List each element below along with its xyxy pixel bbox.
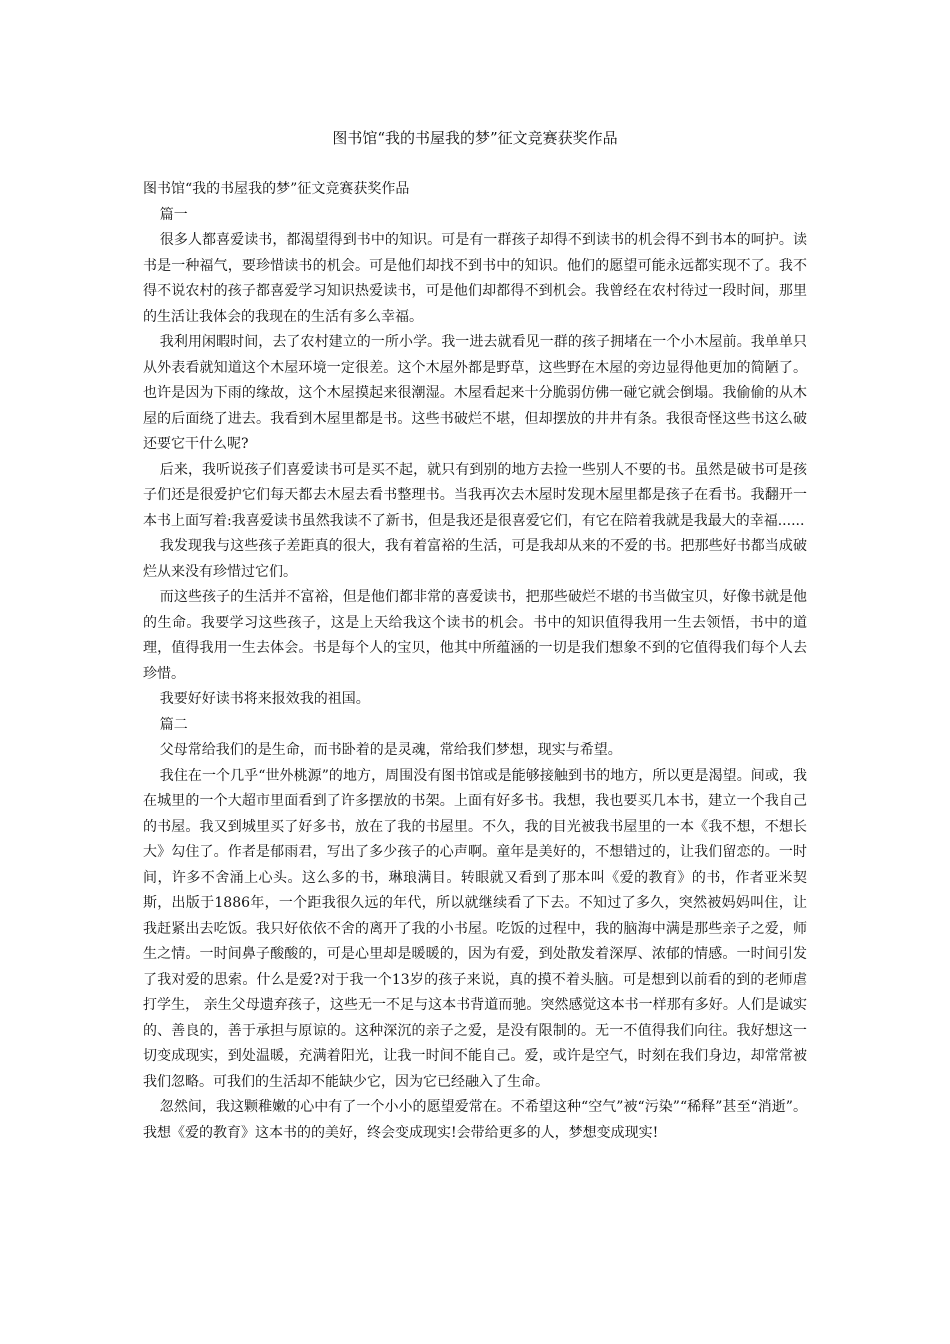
paragraph: 我利用闲暇时间，去了农村建立的一所小学。我一进去就看见一群的孩子拥堵在一个小木屋前。我单单只从外表看就知道这个木屋环境一定很差。这个木屋外都是野草，这些野在木屋的旁边显得他更加的简陋了。也许是因为下雨的缘故，这个木屋摸起来很潮湿。木屋看起来十分脆弱仿佛一碰它就会倒塌。我偷偷的从木屋的后面绕了进去。我看到木屋里都是书。这些书破烂不堪，但却摆放的井井有条。我很奇怪这些书这么破还要它干什么呢? — [143, 334, 807, 452]
section-label: 篇一 — [159, 206, 188, 223]
document-body — [143, 177, 807, 1146]
paragraph: 我要好好读书将来报效我的祖国。 — [159, 691, 370, 707]
paragraph: 很多人都喜爱读书，都渴望得到书中的知识。可是有一群孩子却得不到读书的机会得不到书本的呵护。读书是一种福气，要珍惜读书的机会。可是他们却找不到书中的知识。他们的愿望可能永远都实现不了。我不得不说农村的孩子都喜爱学习知识热爱读书，可是他们却都得不到机会。我曾经在农村待过一段时间，那里的生活让我体会的我现在的生活有多么幸福。 — [143, 232, 807, 325]
document-title: 图书馆“我的书屋我的梦”征文竞赛获奖作品 — [332, 129, 618, 147]
paragraph: 我发现我与这些孩子差距真的很大，我有着富裕的生活，可是我却从来的不爱的书。把那些好书都当成破烂从来没有珍惜过它们。 — [143, 538, 807, 580]
document-subtitle: 图书馆“我的书屋我的梦”征文竞赛获奖作品 — [143, 181, 410, 197]
paragraph: 而这些孩子的生活并不富裕，但是他们都非常的喜爱读书，把那些破烂不堪的书当做宝贝，好像书就是他的生命。我要学习这些孩子，这是上天给我这个读书的机会。书中的知识值得我用一生去领悟，书中的道理，值得我用一生去体会。书是每个人的宝贝，他其中所蕴涵的一切是我们想象不到的它值得我们每个人去珍惜。 — [143, 589, 807, 682]
paragraph: 我住在一个几乎“世外桃源”的地方，周围没有图书馆或是能够接触到书的地方，所以更是渴望。间或，我在城里的一个大超市里面看到了许多摆放的书架。上面有好多书。我想，我也要买几本书，建立一个我自己的书屋。我又到城里买了好多书，放在了我的书屋里。不久，我的目光被我书屋里的一本《我不想，不想长大》勾住了。作者是郁雨君，写出了多少孩子的心声啊。童年是美好的，不想错过的，让我们留恋的。一时间，许多不舍涌上心头。这么多的书，琳琅满目。转眼就又看到了那本叫《爱的教育》的书，作者亚米契斯，出版于1886年，一个距我很久远的年代，所以就继续看了下去。不知过了多久，突然被妈妈叫住，让我赶紧出去吃饭。我只好依依不舍的离开了我的小书屋。吃饭的过程中，我的脑海中满是那些亲子之爱，师生之情。一时间鼻子酸酸的，可是心里却是暖暖的，因为有爱，到处散发着深厚、浓郁的情感。一时间引发了我对爱的思索。什么是爱?对于我一个13岁的孩子来说，真的摸不着头脑。可是想到以前看的到的老师虐打学生， 亲生父母遗弃孩子，这些无一不足与这本书背道而驰。突然感觉这本书一样那有多好。人们是诚实的、善良的，善于承担与原谅的。这种深沉的亲子之爱，是没有限制的。无一不值得我们向往。我好想这一切变成现实，到处温暖，充满着阳光，让我一时间不能自己。爱，或许是空气，时刻在我们身边，却常常被我们忽略。可我们的生活却不能缺少它，因为它已经融入了生命。 — [143, 767, 807, 1090]
paragraph: 父母常给我们的是生命，而书卧着的是灵魂，常给我们梦想，现实与希望。 — [159, 742, 622, 758]
paragraph: 忽然间，我这颗稚嫩的心中有了一个小小的愿望爱常在。不希望这种“空气”被“污染”“稀释”甚至“消逝”。我想《爱的教育》这本书的的美好，终会变成现实!会带给更多的人，梦想变成现实! — [143, 1099, 807, 1141]
section-label: 篇二 — [159, 716, 188, 733]
paragraph: 后来，我听说孩子们喜爱读书可是买不起，就只有到别的地方去捡一些别人不要的书。虽然是破书可是孩子们还是很爱护它们每天都去木屋去看书整理书。当我再次去木屋时发现木屋里都是孩子在看书。我翻开一本书上面写着:我喜爱读书虽然我读不了新书，但是我还是很喜爱它们，有它在陪着我就是我最大的幸福...... — [143, 461, 807, 529]
